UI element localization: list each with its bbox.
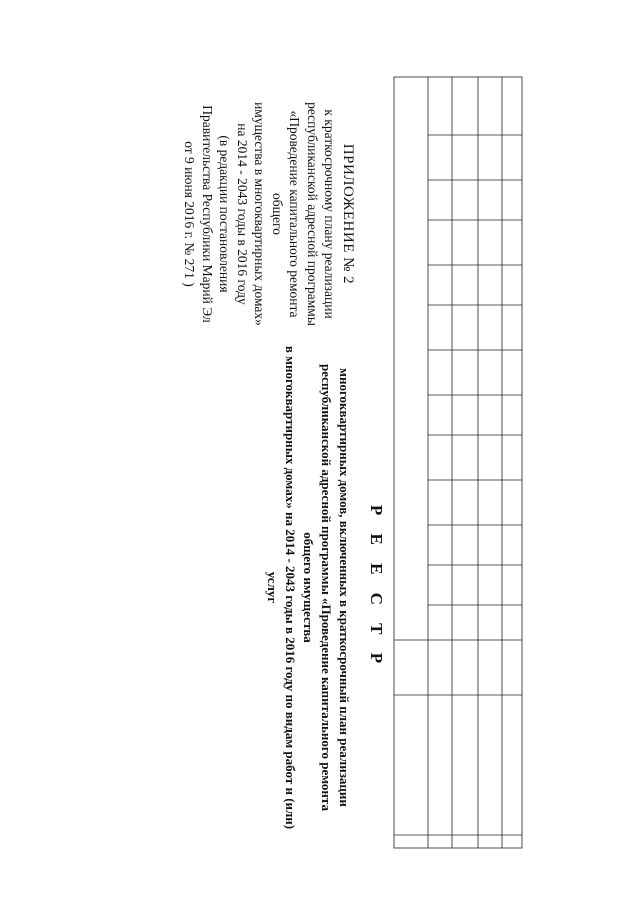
- appendix-line: на 2014 - 2043 годы в 2016 году: [235, 123, 250, 305]
- registry-heading: [255, 345, 385, 830]
- appendix-block: [120, 95, 356, 333]
- appendix-line: от 9 июня 2016 г. № 271 ): [182, 141, 198, 287]
- appendix-title: ПРИЛОЖЕНИЕ № 2: [340, 143, 356, 285]
- appendix-line: республиканской адресной программы: [305, 102, 320, 326]
- appendix-line: (в редакции постановления: [217, 135, 233, 293]
- registry-subtitle-line: многоквартирных домов, включенных в краткосрочный план реализации: [337, 368, 352, 807]
- appendix-line: имущества в многоквартирных домах»: [252, 102, 268, 326]
- appendix-line: к краткосрочному плану реализации: [322, 109, 338, 319]
- registry-table-grid: [392, 75, 524, 850]
- registry-subtitle-line: республиканской адресной программы «Проведение капитального ремонта общего имущества: [301, 364, 334, 811]
- registry-subtitle-line: в многоквартирных домах» на 2014 - 2043 годы в 2016 году по видам работ и (или) услуг: [265, 345, 298, 830]
- registry-table: [392, 75, 524, 850]
- appendix-line: Правительства Республики Марий Эл: [200, 105, 215, 323]
- appendix-line: «Проведение капитального ремонта общего: [270, 110, 303, 318]
- registry-title: Р Е Е С Т Р: [367, 504, 386, 671]
